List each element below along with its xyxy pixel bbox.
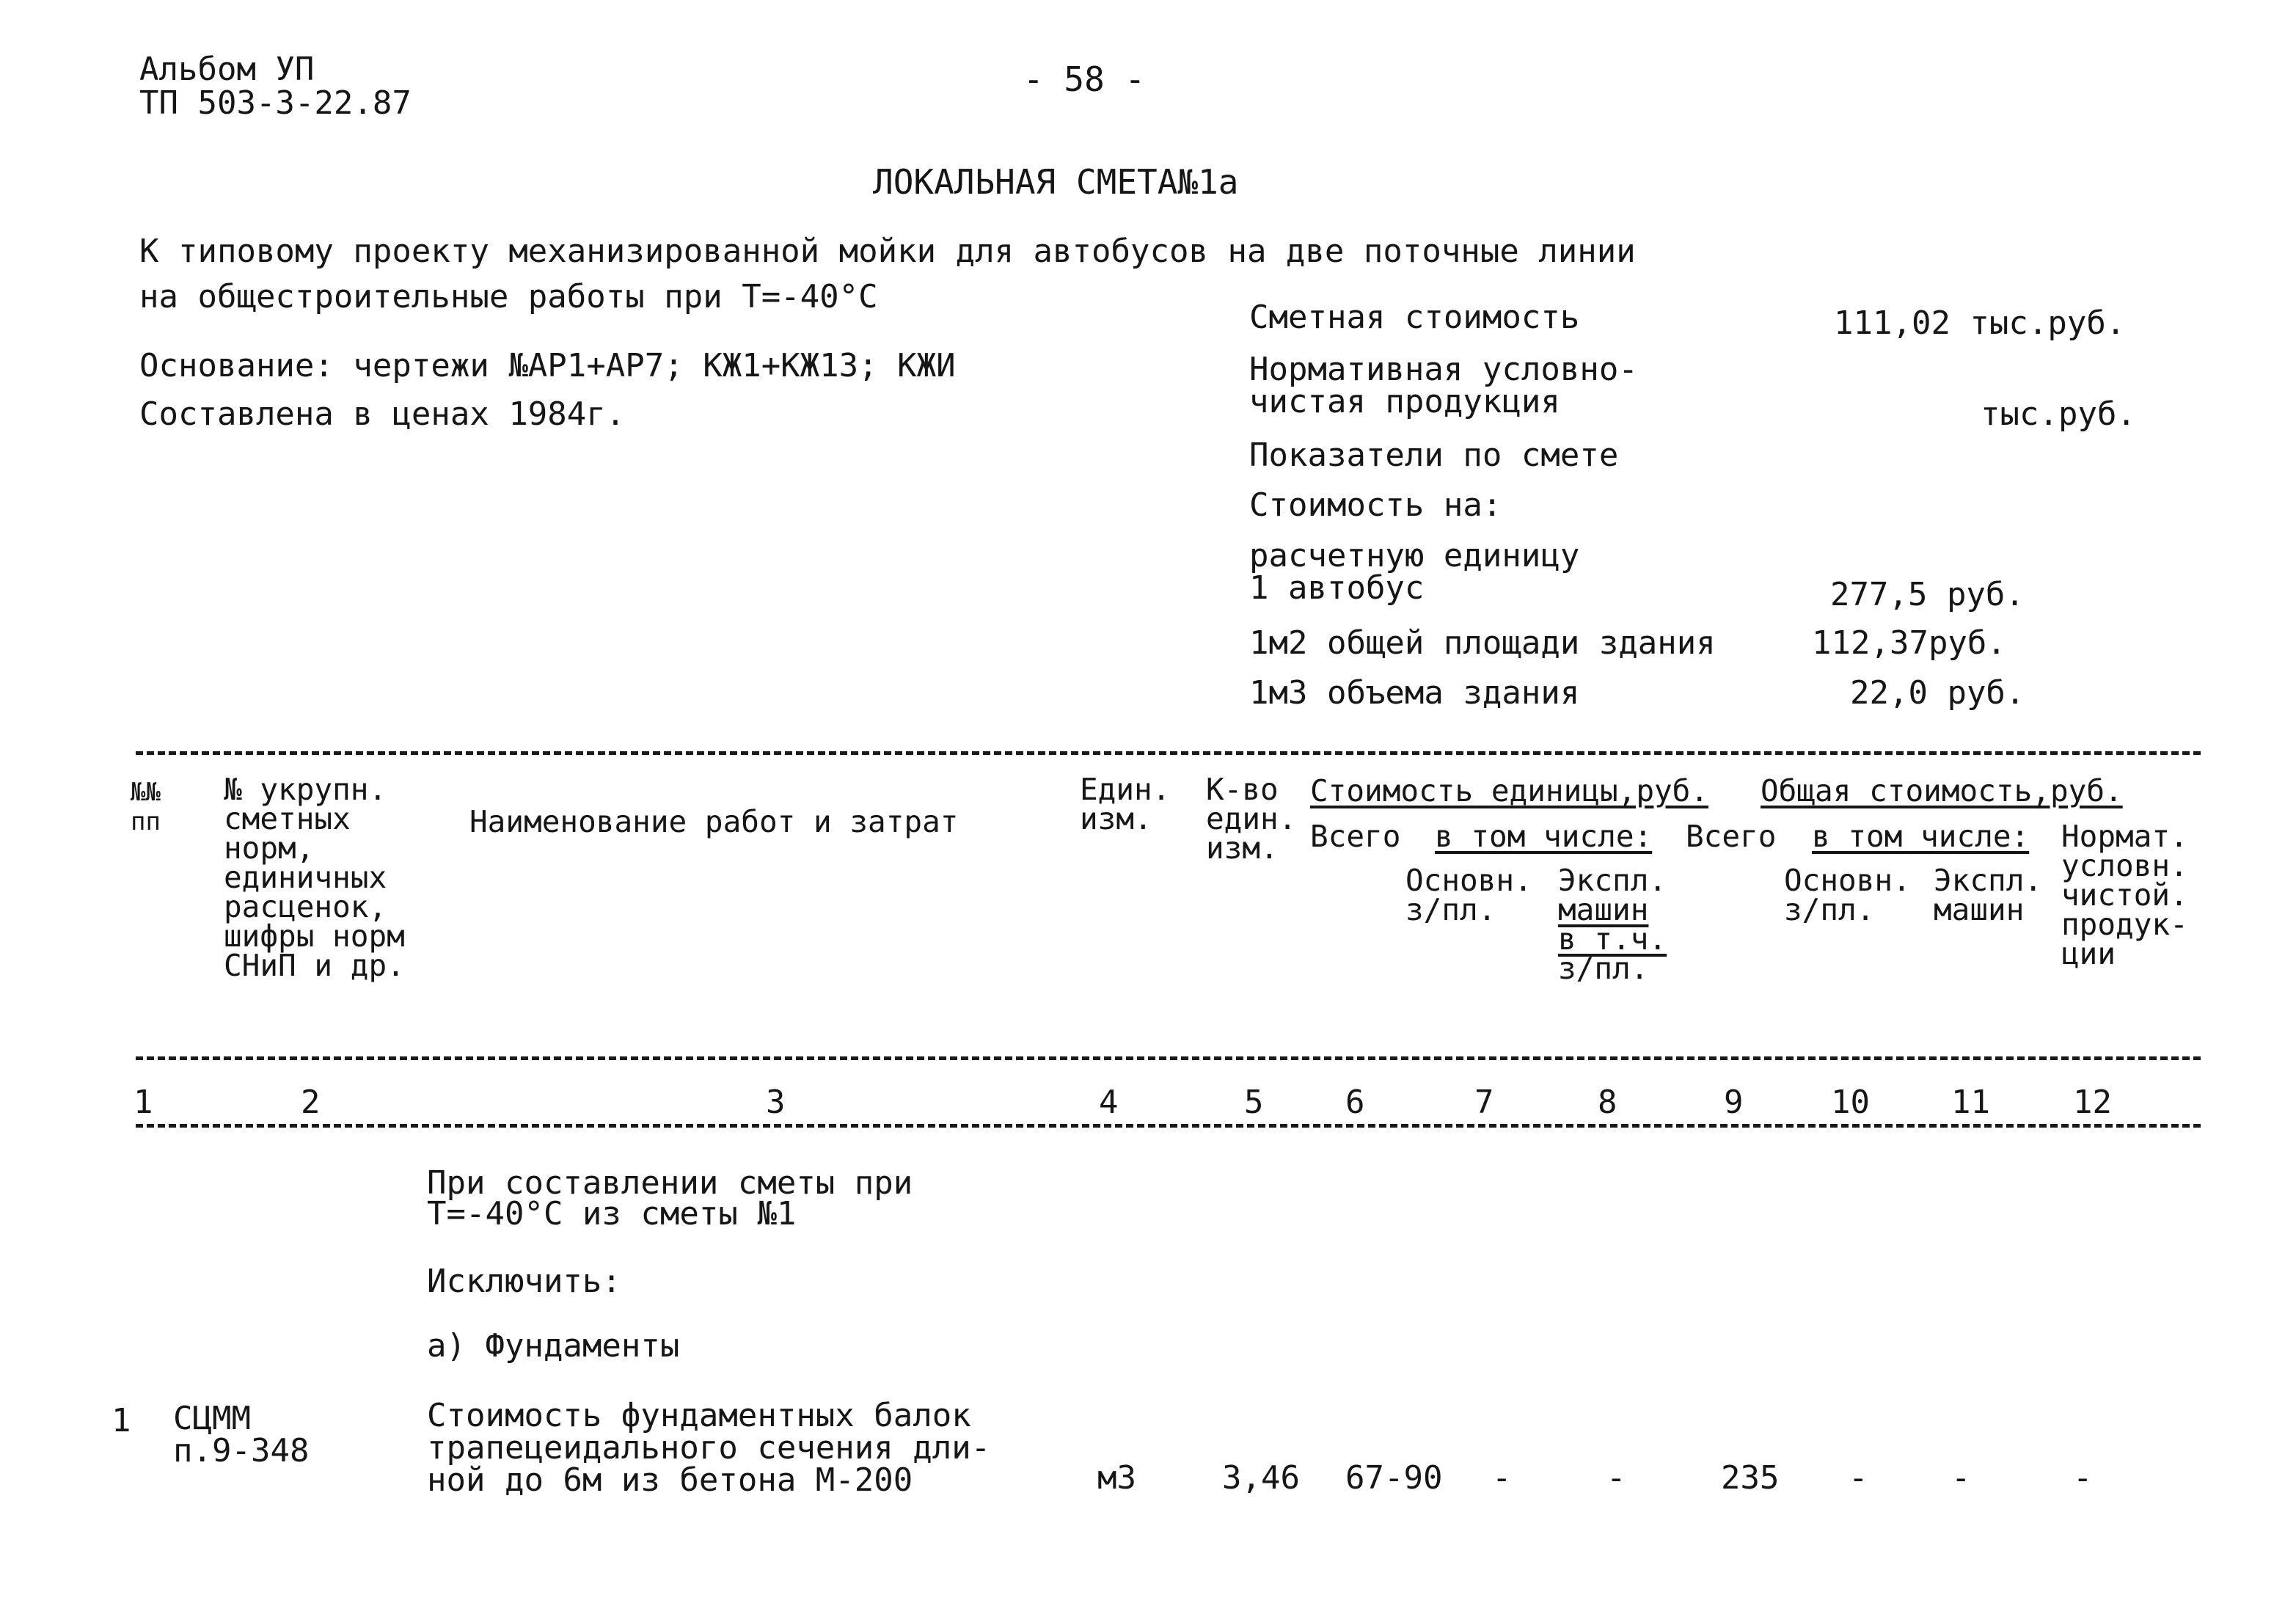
row-code: СЦММ п.9-348: [173, 1400, 310, 1469]
norm-product-value: тыс.руб.: [1981, 395, 2136, 433]
header-bottom-rule: [136, 1056, 2201, 1060]
unit-value: 277,5 руб.: [1830, 576, 2025, 613]
exclude-label: Исключить:: [427, 1263, 621, 1300]
row-total-machines: -: [1951, 1459, 1971, 1497]
album-label: Альбом УП: [139, 51, 315, 88]
row-unit-total: 67-90: [1345, 1459, 1443, 1497]
total-cost-header: Общая стоимость,руб.: [1761, 773, 2123, 808]
unit-incl-header: в том числе:: [1435, 819, 1653, 854]
col-unit-header: Един. изм.: [1080, 772, 1171, 836]
intro-line-2: на общестроительные работы при Т=-40°С: [139, 278, 878, 315]
col-num-9: 9: [1724, 1084, 1744, 1121]
unit-machines-incl-header: в т.ч.: [1558, 921, 1667, 957]
col-code-header: № укрупн. сметных норм, единичных расценок, шифры норм СНиП и др.: [224, 772, 405, 983]
row-norm: -: [2073, 1459, 2093, 1497]
unit-machines-header-2: машин: [1558, 892, 1649, 927]
col-num-11: 11: [1951, 1084, 1990, 1121]
area-label: 1м2 общей площади здания: [1249, 624, 1716, 662]
column-number-rule: [136, 1124, 2201, 1128]
row-unit-basic: -: [1492, 1459, 1512, 1497]
total-machines-header: Экспл. машин: [1934, 863, 2043, 927]
row-total-basic: -: [1849, 1459, 1868, 1497]
unit-basic-wage-header: Основн. з/пл.: [1405, 863, 1532, 927]
header-top-rule: [136, 751, 2201, 755]
row-number: 1: [111, 1402, 131, 1439]
unit-all-header: Всего: [1310, 819, 1401, 854]
col-num-4: 4: [1099, 1084, 1119, 1121]
row-unit-machines: -: [1606, 1459, 1626, 1497]
volume-label: 1м3 объема здания: [1249, 674, 1580, 712]
col-num-5: 5: [1244, 1084, 1264, 1121]
section-foundations: а) Фундаменты: [427, 1327, 680, 1365]
col-num-12: 12: [2073, 1084, 2112, 1121]
area-value: 112,37руб.: [1812, 624, 2006, 662]
row-unit: м3: [1097, 1459, 1136, 1497]
indicators-label: Показатели по смете: [1249, 437, 1619, 474]
prices-line: Составлена в ценах 1984г.: [139, 395, 626, 433]
unit-machines-wage-header: з/пл.: [1558, 951, 1649, 986]
norm-product-label: Нормативная условно- чистая продукция: [1249, 351, 1638, 420]
col-num-7: 7: [1474, 1084, 1494, 1121]
col-qty-header: К-во един. изм.: [1206, 772, 1297, 866]
col-num-3: 3: [766, 1084, 786, 1121]
estimated-cost-value: 111,02 тыс.руб.: [1834, 304, 2126, 342]
row-total: 235: [1721, 1459, 1780, 1497]
cost-on-label: Стоимость на:: [1249, 486, 1502, 524]
col-number-header: №№ пп: [131, 778, 161, 836]
total-basic-wage-header: Основн. з/пл.: [1784, 863, 1911, 927]
estimated-cost-label: Сметная стоимость: [1249, 299, 1580, 336]
col-num-8: 8: [1598, 1084, 1617, 1121]
total-all-header: Всего: [1686, 819, 1777, 854]
col-num-1: 1: [134, 1084, 153, 1121]
row-name: Стоимость фундаментных балок трапецеидального сечения дли- ной до 6м из бетона М-200: [427, 1397, 991, 1499]
volume-value: 22,0 руб.: [1850, 674, 2025, 712]
col-num-10: 10: [1831, 1084, 1870, 1121]
total-incl-header: в том числе:: [1812, 819, 2030, 854]
intro-line-1: К типовому проекту механизированной мойки для автобусов на две поточные линии: [139, 233, 1636, 270]
unit-label: расчетную единицу 1 автобус: [1249, 537, 1580, 607]
document-title: ЛОКАЛЬНАЯ СМЕТА№1а: [873, 162, 1239, 202]
project-code: ТП 503-3-22.87: [139, 84, 412, 122]
col-num-2: 2: [301, 1084, 321, 1121]
norm-header: Нормат. условн. чистой. продук- ции: [2061, 819, 2188, 971]
col-num-6: 6: [1345, 1084, 1365, 1121]
unit-machines-header: Экспл.: [1558, 863, 1667, 898]
composition-note: При составлении сметы при Т=-40°С из сметы №1: [427, 1164, 913, 1233]
col-name-header: Наименование работ и затрат: [469, 804, 959, 839]
basis-line: Основание: чертежи №АР1+АР7; КЖ1+КЖ13; КЖИ: [139, 347, 956, 384]
unit-cost-header: Стоимость единицы,руб.: [1310, 773, 1709, 808]
page-number: - 58 -: [1023, 59, 1146, 99]
row-qty: 3,46: [1222, 1459, 1300, 1497]
